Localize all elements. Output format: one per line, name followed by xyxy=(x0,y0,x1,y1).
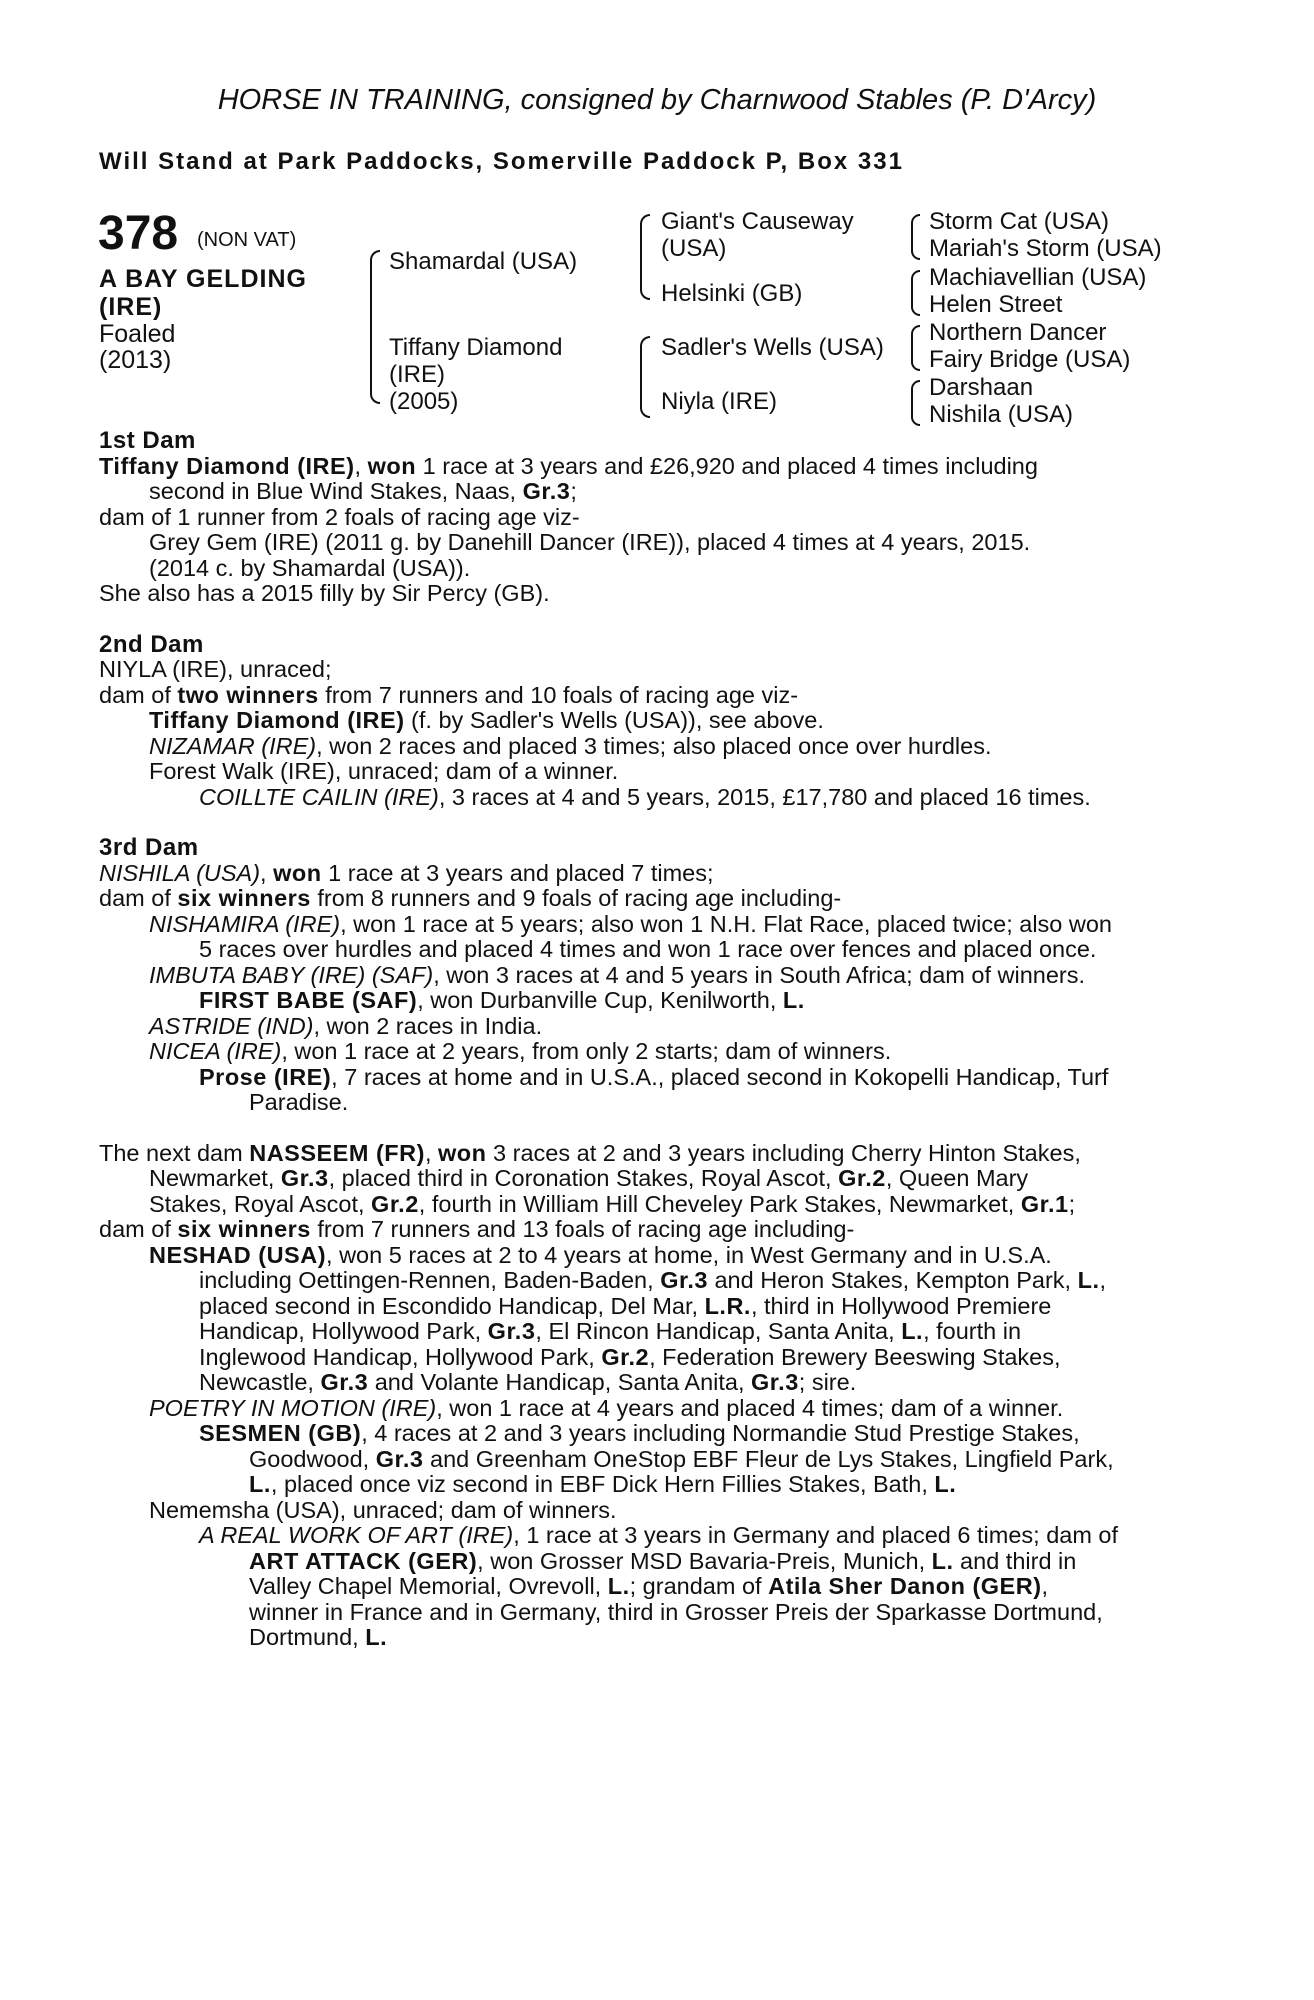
progeny-line xyxy=(99,708,1205,734)
progeny-name: ASTRIDE (IND) xyxy=(149,1012,314,1039)
text: Dortmund, xyxy=(249,1624,366,1650)
text: , fourth in xyxy=(923,1318,1022,1344)
punct: , xyxy=(260,859,274,886)
progeny-line-cont xyxy=(99,1345,1205,1371)
sire-dam: Helsinki (GB) xyxy=(661,280,803,307)
text: , El Rincon Handicap, Santa Anita, xyxy=(535,1318,902,1344)
text: from 8 runners and 9 foals of racing age including- xyxy=(310,885,842,911)
text: , fourth in William Hill Cheveley Park Stakes, Newmarket, xyxy=(418,1190,1021,1217)
text: dam of xyxy=(99,1216,178,1242)
text: from 7 runners and 13 foals of racing age including- xyxy=(310,1216,855,1242)
progeny-line-cont xyxy=(99,1472,1205,1498)
grade-label: Gr.3 xyxy=(280,1165,329,1191)
progeny-name: COILLTE CAILIN (IRE) xyxy=(199,783,439,810)
text: placed second in Escondido Handicap, Del Mar, xyxy=(199,1292,705,1319)
progeny-name: FIRST BABE (SAF) xyxy=(199,987,418,1013)
progeny-line-cont xyxy=(99,1268,1205,1294)
progeny-line-cont xyxy=(99,1574,1205,1600)
progeny-line xyxy=(99,912,1205,938)
grade-label: L. xyxy=(931,1547,954,1574)
also-has: She also has a 2015 filly by Sir Percy (GB). xyxy=(99,580,550,606)
grade-label: Gr.3 xyxy=(660,1267,708,1293)
grade-label: L. xyxy=(901,1318,924,1344)
text: including Oettingen-Rennen, Baden-Baden, xyxy=(199,1267,661,1293)
progeny-name: POETRY IN MOTION (IRE) xyxy=(149,1394,437,1421)
dam1-text: 1 race at 3 years and £26,920 and placed 4 times including xyxy=(416,452,1038,479)
progeny-line xyxy=(99,1523,1205,1549)
progeny-line xyxy=(99,1421,1205,1447)
progeny-name: SESMEN (GB) xyxy=(199,1420,362,1446)
foaled-label: Foaled xyxy=(99,320,176,348)
dam-sire-dam: Fairy Bridge (USA) xyxy=(929,346,1131,373)
grade-label: L. xyxy=(1077,1267,1100,1293)
progeny-line-cont xyxy=(99,1294,1205,1320)
dam-name: Tiffany Diamond xyxy=(389,334,563,361)
sire-sire-origin: (USA) xyxy=(661,235,727,262)
section-heading: 2nd Dam xyxy=(99,630,204,658)
text: Valley Chapel Memorial, Ovrevoll, xyxy=(249,1573,608,1599)
progeny-line xyxy=(99,1243,1205,1269)
text: Newmarket, xyxy=(149,1165,281,1191)
text: dam of xyxy=(99,681,178,708)
grade-label: Gr.2 xyxy=(601,1343,650,1370)
progeny-line xyxy=(99,963,1205,989)
progeny-line-cont xyxy=(99,1549,1205,1575)
page-title: HORSE IN TRAINING, consigned by Charnwood Stables (P. D'Arcy) xyxy=(217,84,1097,116)
progeny-line xyxy=(99,1014,1205,1040)
punct: , xyxy=(1041,1573,1049,1599)
dam2-dam-of xyxy=(99,683,1205,709)
section-heading: 3rd Dam xyxy=(99,834,199,861)
text: and third in xyxy=(953,1547,1077,1574)
grade-label: L. xyxy=(782,987,805,1013)
punct: , xyxy=(424,1139,439,1166)
progeny-line xyxy=(99,1065,1205,1091)
text: ; sire. xyxy=(798,1369,857,1395)
pedigree-brace xyxy=(640,336,650,418)
progeny-line: (2014 c. by Shamardal (USA)). xyxy=(149,554,471,581)
punct: ; xyxy=(570,478,577,504)
progeny-name: Prose (IRE) xyxy=(199,1063,332,1090)
text: , 4 races at 2 and 3 years including Normandie Stud Prestige Stakes, xyxy=(361,1420,1080,1446)
dam3-name: NISHILA (USA) xyxy=(99,859,261,886)
text: , placed third in Coronation Stakes, Royal Ascot, xyxy=(328,1165,839,1191)
text: and Volante Handicap, Santa Anita, xyxy=(368,1369,752,1395)
dam-sire-sire: Northern Dancer xyxy=(929,319,1107,346)
punct: , xyxy=(1099,1267,1107,1293)
dam2-name: NIYLA (IRE), unraced; xyxy=(99,656,332,682)
text: , won 1 race at 2 years, from only 2 starts; dam of winners. xyxy=(281,1038,892,1064)
dam-dam: Niyla (IRE) xyxy=(661,388,778,415)
progeny-line: Forest Walk (IRE), unraced; dam of a winner. xyxy=(149,758,619,784)
dam1-dam-of: dam of 1 runner from 2 foals of racing age viz- xyxy=(99,503,580,530)
grade-label: Gr.3 xyxy=(375,1445,424,1472)
dam3-record xyxy=(99,861,1205,887)
text: 1 race at 3 years and placed 7 times; xyxy=(321,859,714,886)
text: , third in Hollywood Premiere xyxy=(750,1292,1052,1319)
text: and Heron Stakes, Kempton Park, xyxy=(707,1267,1078,1293)
next-dam-record-cont xyxy=(99,1192,1205,1218)
text: , 7 races at home and in U.S.A., placed second in Kokopelli Handicap, Turf xyxy=(331,1063,1109,1090)
progeny-line xyxy=(99,988,1205,1014)
text: , won Durbanville Cup, Kenilworth, xyxy=(417,987,783,1013)
progeny-name: NIZAMAR (IRE) xyxy=(149,732,317,759)
dam1-record-cont xyxy=(99,479,1205,505)
horse-description: A BAY GELDING xyxy=(99,265,307,293)
grade-label: L. xyxy=(934,1471,957,1497)
lot-number: 378 xyxy=(98,207,179,260)
next-dam-record-cont xyxy=(99,1166,1205,1192)
progeny-name: ART ATTACK (GER) xyxy=(249,1547,478,1574)
progeny-line-cont xyxy=(99,1447,1205,1473)
progeny-name: NISHAMIRA (IRE) xyxy=(149,910,341,937)
text: Stakes, Royal Ascot, xyxy=(149,1190,372,1217)
grade-label: L. xyxy=(607,1573,630,1599)
grade-label: L. xyxy=(365,1624,388,1650)
text: dam of xyxy=(99,885,178,911)
progeny-line: Grey Gem (IRE) (2011 g. by Danehill Dancer (IRE)), placed 4 times at 4 years, 2015. xyxy=(149,529,1031,555)
grade-label: Gr.3 xyxy=(522,478,571,504)
horse-origin: (IRE) xyxy=(99,293,163,321)
dam-year: (2005) xyxy=(389,388,459,415)
text: , won 2 races in India. xyxy=(313,1012,543,1039)
grade-label: Gr.2 xyxy=(838,1165,886,1191)
dam-origin: (IRE) xyxy=(389,361,445,388)
text: , won 1 race at 5 years; also won 1 N.H. Flat Race, placed twice; also won xyxy=(340,910,1113,937)
text: , 3 races at 4 and 5 years, 2015, £17,780 and placed 16 times. xyxy=(438,783,1091,810)
catalogue-body xyxy=(99,428,1205,1651)
progeny-line-cont: winner in France and in Germany, third in Grosser Preis der Sparkasse Dortmund, xyxy=(249,1598,1103,1625)
location-line: Will Stand at Park Paddocks, Somerville Paddock P, Box 331 xyxy=(99,148,904,175)
sire-sire-dam: Mariah's Storm (USA) xyxy=(929,235,1162,262)
progeny-name: A REAL WORK OF ART (IRE) xyxy=(199,1522,514,1548)
sire-sire-sire: Storm Cat (USA) xyxy=(929,208,1110,235)
grade-label: Gr.1 xyxy=(1020,1190,1069,1217)
punct: ; xyxy=(1068,1190,1076,1217)
progeny-name: NESHAD (USA) xyxy=(149,1241,327,1268)
won-label: won xyxy=(438,1139,487,1166)
pedigree-brace xyxy=(911,214,920,260)
text: (f. by Sadler's Wells (USA)), see above. xyxy=(404,707,824,733)
progeny-line-cont: 5 races over hurdles and placed 4 times and won 1 race over fences and placed once. xyxy=(199,936,1097,962)
text: ; grandam of xyxy=(629,1573,769,1599)
winners-count: six winners xyxy=(177,1216,311,1242)
progeny-line-cont xyxy=(99,1370,1205,1396)
progeny-name: Atila Sher Danon (GER) xyxy=(768,1573,1042,1599)
text: from 7 runners and 10 foals of racing age viz- xyxy=(318,681,799,708)
dam-dam-sire: Darshaan xyxy=(929,374,1034,401)
text: , Queen Mary xyxy=(885,1165,1029,1191)
progeny-line xyxy=(99,1039,1205,1065)
grade-label: Gr.3 xyxy=(320,1369,369,1395)
winners-count: six winners xyxy=(177,885,311,911)
won-label: won xyxy=(273,859,322,886)
text: , won 2 races and placed 3 times; also placed once over hurdles. xyxy=(316,732,992,759)
text: , placed once viz second in EBF Dick Hern Fillies Stakes, Bath, xyxy=(270,1471,935,1497)
progeny-line-cont xyxy=(99,1625,1205,1651)
sire-sire: Giant's Causeway xyxy=(661,208,854,235)
text: Handicap, Hollywood Park, xyxy=(199,1318,488,1344)
progeny-line xyxy=(99,785,1205,811)
text: 3 races at 2 and 3 years including Cherry Hinton Stakes, xyxy=(486,1139,1081,1166)
dam3-dam-of xyxy=(99,886,1205,912)
dam-sire: Sadler's Wells (USA) xyxy=(661,334,884,361)
winners-count: two winners xyxy=(177,681,319,708)
grade-label: L.R. xyxy=(704,1292,751,1319)
foaled-year: (2013) xyxy=(99,346,172,374)
grade-label: Gr.3 xyxy=(487,1318,536,1344)
text: Newcastle, xyxy=(199,1369,321,1395)
next-dam-name: NASSEEM (FR) xyxy=(249,1139,425,1166)
progeny-line xyxy=(99,734,1205,760)
sire-name: Shamardal (USA) xyxy=(389,248,578,275)
progeny-name: Tiffany Diamond (IRE) xyxy=(149,707,405,733)
dam-dam-dam: Nishila (USA) xyxy=(929,401,1074,428)
sire-dam-dam: Helen Street xyxy=(929,291,1063,318)
dam1-text-cont: second in Blue Wind Stakes, Naas, xyxy=(149,478,523,504)
progeny-name: IMBUTA BABY (IRE) (SAF) xyxy=(149,961,434,988)
sire-dam-sire: Machiavellian (USA) xyxy=(929,264,1147,291)
dam1-name: Tiffany Diamond (IRE) xyxy=(99,452,355,479)
text: , won 1 race at 4 years and placed 4 times; dam of a winner. xyxy=(436,1394,1064,1421)
progeny-line: Nememsha (USA), unraced; dam of winners. xyxy=(149,1496,617,1523)
text: Inglewood Handicap, Hollywood Park, xyxy=(199,1343,602,1370)
text: , 1 race at 3 years in Germany and placed 6 times; dam of xyxy=(513,1522,1119,1548)
pedigree-brace xyxy=(370,250,380,404)
text: , Federation Brewery Beeswing Stakes, xyxy=(649,1343,1061,1370)
pedigree-brace xyxy=(911,325,920,371)
progeny-line-cont xyxy=(99,1319,1205,1345)
dam1-record: Tiffany Diamond (IRE), won 1 race at 3 years and £26,920 and placed 4 times including xyxy=(99,452,1038,479)
next-dam-dam-of xyxy=(99,1217,1205,1243)
text: Goodwood, xyxy=(249,1445,376,1472)
progeny-line xyxy=(99,1396,1205,1422)
pedigree-brace xyxy=(911,380,920,426)
grade-label: Gr.2 xyxy=(371,1190,419,1217)
text: and Greenham OneStop EBF Fleur de Lys Stakes, Lingfield Park, xyxy=(423,1445,1114,1472)
next-dam-record xyxy=(99,1141,1205,1167)
vat-status: (NON VAT) xyxy=(197,229,297,251)
text: , won 3 races at 4 and 5 years in South Africa; dam of winners. xyxy=(433,961,1086,988)
pedigree-brace xyxy=(911,270,920,316)
progeny-name: NICEA (IRE) xyxy=(149,1038,282,1064)
text: , won Grosser MSD Bavaria-Preis, Munich, xyxy=(477,1547,932,1574)
grade-label: Gr.3 xyxy=(751,1369,799,1395)
text: , won 5 races at 2 to 4 years at home, in West Germany and in U.S.A. xyxy=(326,1241,1052,1268)
won-label: won xyxy=(367,452,417,479)
grade-label: L. xyxy=(249,1471,271,1497)
text: The next dam xyxy=(99,1139,250,1166)
section-heading: 1st Dam xyxy=(99,427,196,454)
pedigree-brace xyxy=(640,214,650,300)
progeny-line-cont: Paradise. xyxy=(249,1089,349,1115)
